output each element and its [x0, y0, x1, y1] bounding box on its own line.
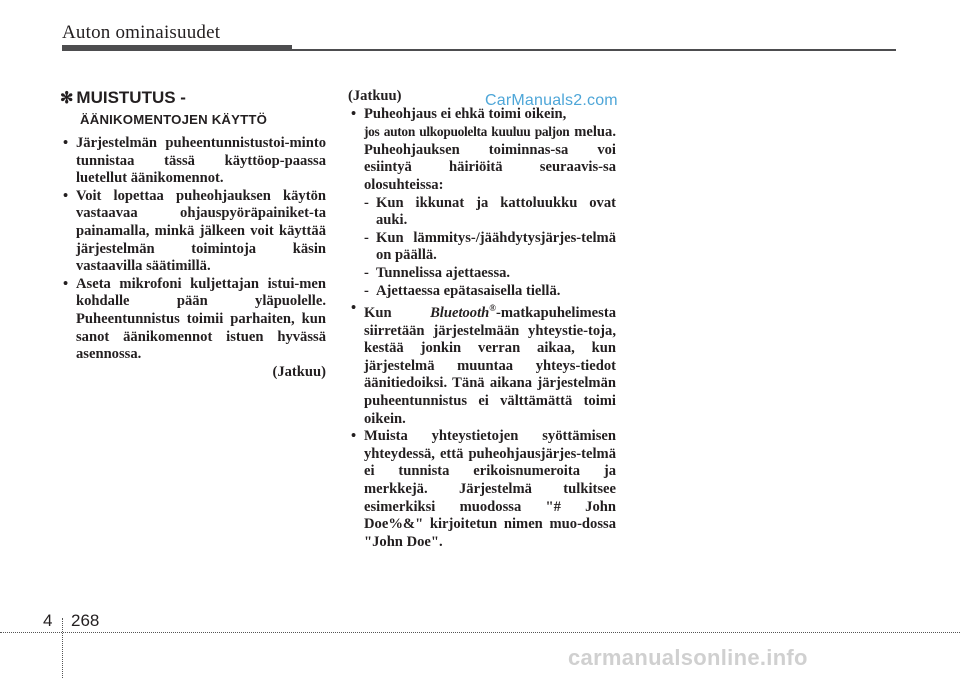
conditions-list — [364, 195, 616, 301]
page-header-title: Auton ominaisuudet — [62, 22, 221, 43]
condition-item: - Kun lämmitys-/jäähdytysjärjes-telmä on päällä. — [364, 230, 616, 265]
chapter-number: 4 — [43, 611, 53, 630]
list-item — [348, 106, 616, 301]
note-title-text: MUISTUTUS - — [76, 88, 186, 107]
bullet1-line1: Puheohjaus ei ehkä toimi oikein, — [364, 105, 567, 122]
list-item: • Voit lopettaa puheohjauksen käytön vastaavaa ohjauspyöräpainiket-ta painamalla, minkä jälkeen voit käyttää järjestelmän toimintoja käsin vastaavilla säätimillä. — [60, 188, 326, 276]
continued-label: (Jatkuu) — [272, 363, 326, 380]
right-column — [348, 88, 616, 551]
condition-item: - Kun ikkunat ja kattoluukku ovat auki. — [364, 195, 616, 230]
list-item: • Järjestelmän puheentunnistustoi-minto tunnistaa tässä käyttöop-paassa luetellut äänikomennot. — [60, 135, 326, 188]
footer-dotted-divider — [62, 618, 63, 678]
page-number: 268 — [71, 611, 100, 630]
header-rule-thick — [62, 45, 292, 51]
right-bullet-list — [348, 106, 616, 552]
bullet1-rest: melua. Puheohjauksen toiminnas-sa voi esiintyä häiriöitä seuraavis-sa olosuhteissa: — [364, 124, 616, 193]
bullet2-prefix: Kun — [364, 304, 431, 321]
watermark-carmanuals2[interactable]: CarManuals2.com — [485, 92, 618, 109]
bullet1-line2: jos auton ulkopuolelta kuuluu paljon — [364, 124, 570, 140]
continued-header: (Jatkuu) — [348, 88, 402, 104]
footer-dotted-rule — [0, 632, 960, 633]
note-title — [60, 88, 326, 109]
header-rule-thin — [292, 49, 896, 51]
registered-mark: ® — [489, 303, 496, 314]
watermark-carmanualsonline[interactable]: carmanualsonline.info — [568, 645, 808, 670]
left-column — [60, 88, 326, 381]
note-star-icon: ✻ — [60, 90, 74, 107]
left-bullet-list — [60, 135, 326, 364]
list-item: • Aseta mikrofoni kuljettajan istui-men kohdalle pään yläpuolelle. Puheentunnistus toimii parhaiten, kun sanot äänikomennot istuen hyvässä asennossa. — [60, 276, 326, 364]
bluetooth-brand: Bluetooth — [430, 304, 490, 321]
list-item: • Muista yhteystietojen syöttämisen yhteydessä, että puheohjausjärjes-telmä ei tunnista erikoisnumeroita ja merkkejä. Järjestelmä tulkitsee esimerkiksi muodossa "# John Doe%&" kirjoitetun nimen muo-dossa "John Doe". — [348, 428, 616, 551]
list-item — [348, 300, 616, 428]
condition-item: - Ajettaessa epätasaisella tiellä. — [364, 283, 616, 301]
condition-item: - Tunnelissa ajettaessa. — [364, 265, 616, 283]
bullet2-text: -matkapuhelimesta siirretään järjestelmään yhteystie-toja, kestää jonkin verran aikaa, kun järjestelmä muuntaa yhteys-tiedot äänitiedoiksi. Tänä aikana järjestelmän puheentunnistus ei välttämättä toimi oikein. — [364, 304, 616, 427]
note-subtitle: ÄÄNIKOMENTOJEN KÄYTTÖ — [80, 112, 268, 127]
